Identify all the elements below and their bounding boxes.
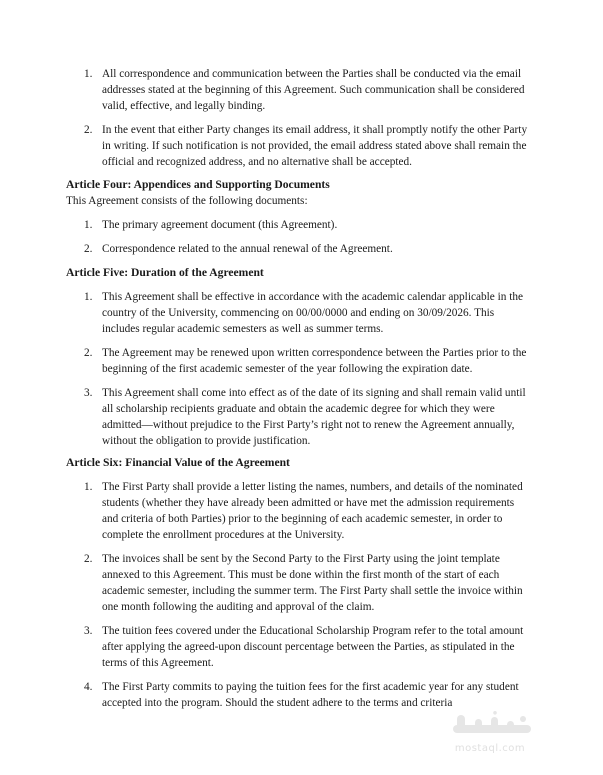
list-number: 1. — [84, 219, 93, 231]
list-item-text: The First Party commits to paying the tuition fees for the first academic year for any student accepted into the program. Should the student adhere to the terms and criteria — [102, 681, 519, 709]
list-number: 4. — [84, 681, 93, 693]
mostaql-watermark-logo — [435, 711, 545, 757]
list-number: 1. — [84, 291, 93, 303]
list-item-text: Correspondence related to the annual renewal of the Agreement. — [102, 243, 393, 255]
mostaql-logo-icon — [435, 711, 545, 757]
list-item-text: This Agreement shall come into effect as of the date of its signing and shall remain valid until all scholarship recipients graduate and obtain the academic degree for which they were admitted—without prejudice to the First Party’s right not to renew the Agreement annually, without the obligation to provide justification. — [102, 387, 526, 447]
list-item — [0, 241, 603, 257]
list-item — [0, 217, 603, 233]
list-number: 1. — [84, 68, 93, 80]
article-six-heading: Article Six: Financial Value of the Agreement — [66, 456, 290, 469]
list-item-text: The First Party shall provide a letter listing the names, numbers, and details of the nominated students (whether they have already been admitted or have met the admission requirements and criteria of both Parties) prior to the beginning of each academic semester, in order to complete the enrollment procedures at the University. — [102, 481, 523, 541]
article-four-heading: Article Four: Appendices and Supporting Documents — [66, 178, 330, 191]
list-item-text: The tuition fees covered under the Educational Scholarship Program refer to the total amount after applying the agreed-upon discount percentage between the Parties, as stipulated in the terms of this Agreement. — [102, 625, 524, 669]
list-item-text: The Agreement may be renewed upon written correspondence between the Parties prior to the beginning of the first academic semester of the year following the expiration date. — [102, 347, 527, 375]
list-item — [0, 385, 603, 449]
list-item — [0, 345, 603, 377]
list-item-text: The primary agreement document (this Agreement). — [102, 219, 338, 231]
list-number: 1. — [84, 481, 93, 493]
article-five-heading: Article Five: Duration of the Agreement — [66, 266, 264, 279]
list-item — [0, 679, 603, 711]
list-email-terms — [0, 66, 603, 170]
article-four-section — [0, 177, 603, 257]
list-item — [0, 122, 603, 170]
article-four-intro: This Agreement consists of the following documents: — [66, 195, 308, 207]
article-six-section — [0, 455, 603, 711]
list-number: 2. — [84, 347, 93, 359]
list-item — [0, 551, 603, 615]
list-item-text: The invoices shall be sent by the Second Party to the First Party using the joint template annexed to this Agreement. This must be done within the first month of the start of each academic semester, including the summer term. The First Party shall settle the invoice within one month following the auditing and approval of the claim. — [102, 553, 523, 613]
list-item-text: In the event that either Party changes its email address, it shall promptly notify the other Party in writing. If such notification is not provided, the email address stated above shall remain the official and recognized address, and no alternative shall be accepted. — [102, 124, 528, 168]
list-item — [0, 479, 603, 543]
list-number: 3. — [84, 625, 93, 637]
list-item — [0, 289, 603, 337]
list-item-text: All correspondence and communication between the Parties shall be conducted via the email addresses stated at the beginning of this Agreement. Such communication shall be considered valid, effective, and legally binding. — [102, 68, 525, 112]
list-item — [0, 623, 603, 671]
svg-text:mostaql.com: mostaql.com — [454, 743, 526, 754]
list-number: 2. — [84, 124, 93, 136]
list-number: 2. — [84, 243, 93, 255]
article-five-section — [0, 265, 603, 449]
list-number: 3. — [84, 387, 93, 399]
list-number: 2. — [84, 553, 93, 565]
list-item-text: This Agreement shall be effective in accordance with the academic calendar applicable in the country of the University, commencing on 00/00/0000 and ending on 30/09/2026. This includes regular academic semesters as well as summer terms. — [102, 291, 524, 335]
list-item — [0, 66, 603, 114]
